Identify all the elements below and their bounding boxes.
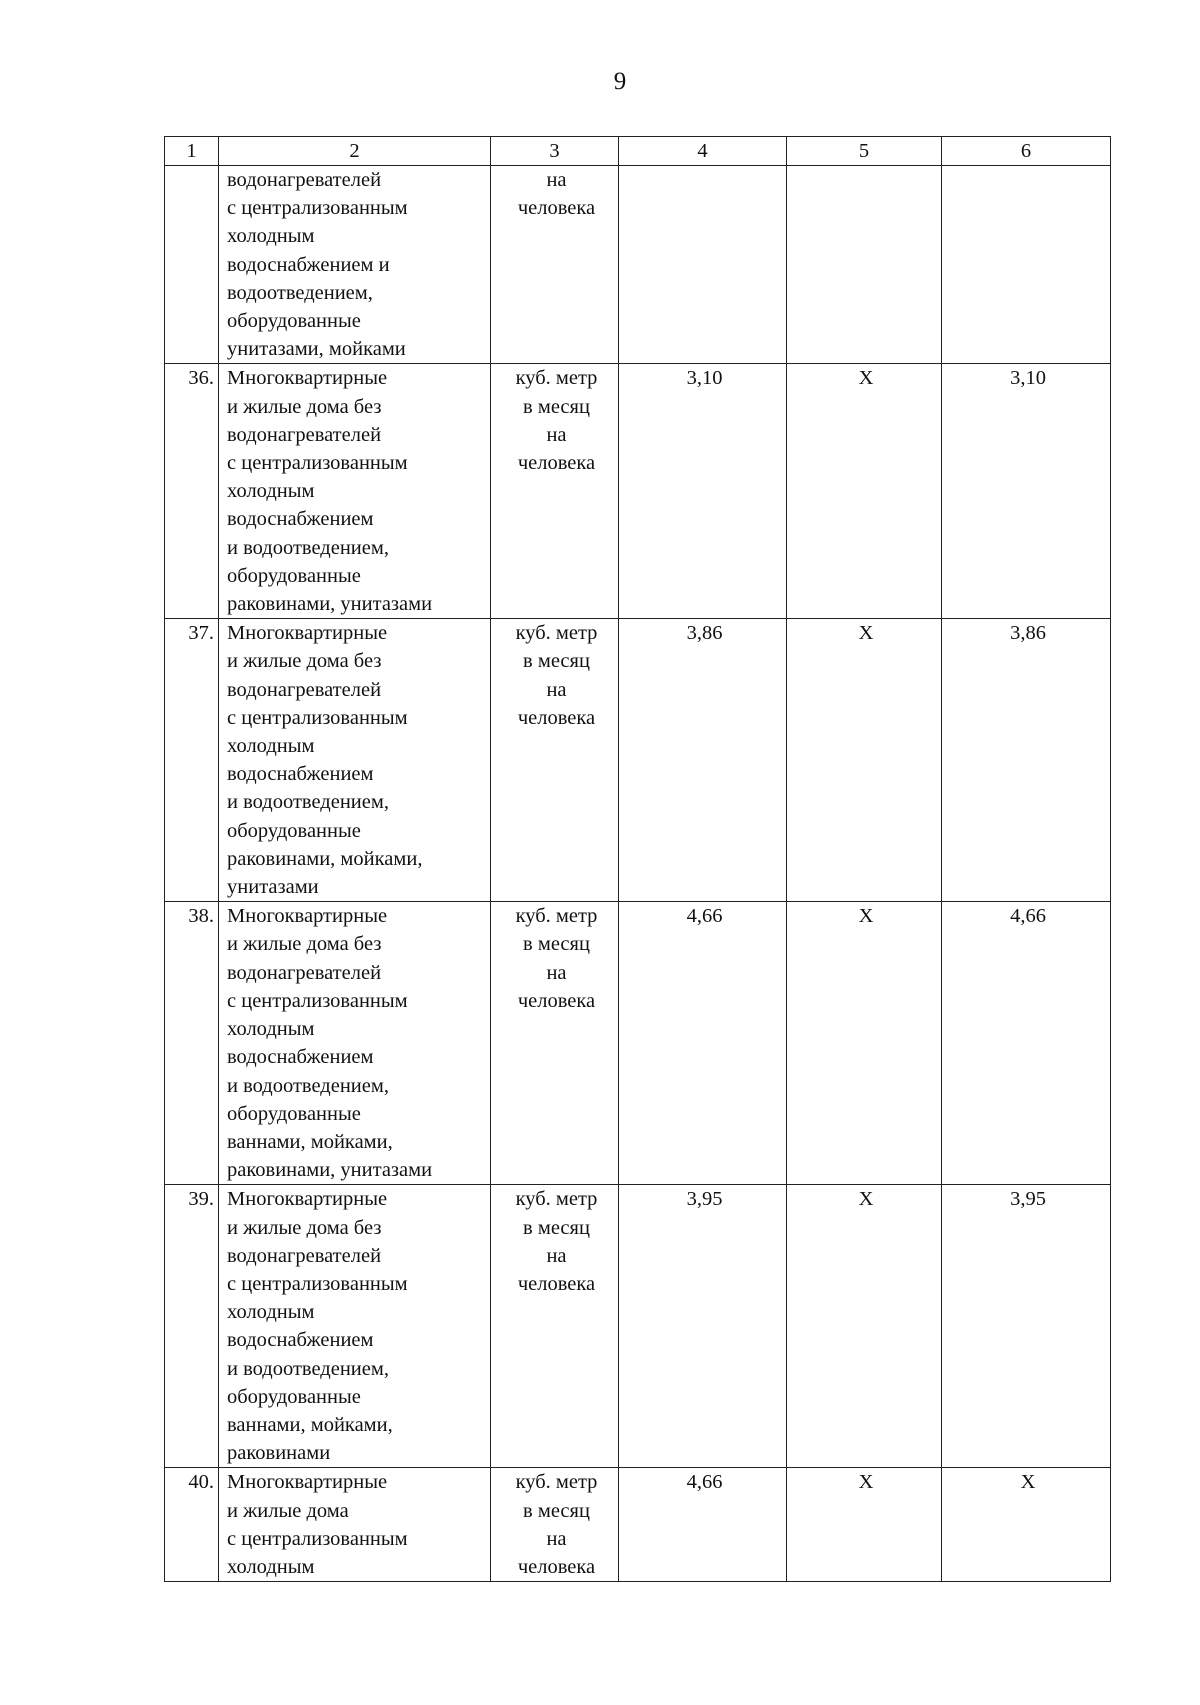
description-line: водонагревателей (227, 678, 382, 701)
column-5-value-cell: Х (787, 619, 942, 902)
description-line: ваннами, мойками, (227, 1130, 393, 1153)
description-line: Многоквартирные (227, 367, 388, 390)
description-line: Многоквартирные (227, 1188, 388, 1211)
column-number-5: 5 (787, 137, 942, 166)
description-line: и водоотведением, (227, 1357, 389, 1380)
column-6-value-cell: 4,66 (942, 902, 1111, 1185)
description-line: и водоотведением, (227, 536, 389, 559)
description-line: водоснабжением (227, 1046, 374, 1069)
description-line: холодным (227, 1018, 315, 1041)
dwelling-description-cell (219, 1185, 491, 1468)
dwelling-description-cell (219, 902, 491, 1185)
description-line: Многоквартирные (227, 1471, 388, 1494)
description-line: с централизованным (227, 197, 408, 220)
unit-cell (491, 902, 619, 1185)
table-row (165, 1468, 1111, 1582)
row-number-cell: 38. (165, 902, 219, 1185)
description-line: водоотведением, (227, 281, 373, 304)
description-line: оборудованные (227, 1385, 361, 1408)
unit-line: куб. метр (515, 622, 598, 645)
row-number-cell: 39. (165, 1185, 219, 1468)
description-line: и водоотведением, (227, 1074, 389, 1097)
unit-line: в месяц (523, 650, 590, 673)
description-line: холодным (227, 1301, 315, 1324)
description-line: и жилые дома без (227, 395, 382, 418)
description-line: Многоквартирные (227, 905, 388, 928)
description-line: оборудованные (227, 564, 361, 587)
description-line: и водоотведением, (227, 791, 389, 814)
column-5-value-cell: Х (787, 1185, 942, 1468)
unit-line: на (546, 169, 567, 191)
description-line: оборудованные (227, 310, 361, 333)
unit-cell (491, 619, 619, 902)
description-line: с централизованным (227, 1272, 408, 1295)
norm-value-cell: 4,66 (619, 902, 787, 1185)
table-row (165, 1185, 1111, 1468)
description-line: холодным (227, 480, 315, 503)
unit-line: на (546, 678, 567, 701)
row-number-cell: 40. (165, 1468, 219, 1582)
unit-line: на (546, 1244, 567, 1267)
description-line: и жилые дома (227, 1499, 349, 1522)
norms-table (164, 136, 1111, 1582)
unit-cell (491, 166, 619, 364)
unit-cell (491, 1468, 619, 1582)
unit-line: на (546, 423, 567, 446)
description-line: водоснабжением (227, 763, 374, 786)
description-line: раковинами, унитазами (227, 1159, 433, 1182)
unit-cell (491, 1185, 619, 1468)
dwelling-description-cell (219, 1468, 491, 1582)
column-number-2: 2 (219, 137, 491, 166)
unit-line: в месяц (523, 1216, 590, 1239)
table-row (165, 364, 1111, 619)
unit-line: куб. метр (515, 1471, 598, 1494)
column-5-value-cell: Х (787, 902, 942, 1185)
description-line: водоснабжением и (227, 253, 390, 276)
table-row (165, 166, 1111, 364)
unit-line: куб. метр (515, 1188, 598, 1211)
column-5-value-cell: Х (787, 364, 942, 619)
column-number-row (165, 137, 1111, 166)
description-line: с централизованным (227, 989, 408, 1012)
unit-line: человека (517, 197, 596, 220)
description-line: с централизованным (227, 452, 408, 475)
unit-line: человека (517, 1555, 596, 1578)
page-number: 9 (613, 68, 627, 95)
description-line: водоснабжением (227, 508, 374, 531)
dwelling-description-cell (219, 166, 491, 364)
description-line: холодным (227, 735, 315, 758)
description-line: унитазами, мойками (227, 338, 406, 361)
description-line: раковинами, унитазами (227, 593, 433, 616)
column-6-value-cell: Х (942, 1468, 1111, 1582)
row-number-cell: 37. (165, 619, 219, 902)
description-line: водонагревателей (227, 423, 382, 446)
unit-line: человека (517, 452, 596, 475)
unit-line: на (546, 1527, 567, 1550)
description-line: водоснабжением (227, 1329, 374, 1352)
column-number-1: 1 (165, 137, 219, 166)
unit-line: куб. метр (515, 905, 598, 928)
row-number-cell (165, 166, 219, 364)
table-row (165, 902, 1111, 1185)
norm-value-cell: 3,86 (619, 619, 787, 902)
norm-value-cell (619, 166, 787, 364)
description-line: и жилые дома без (227, 933, 382, 956)
description-line: и жилые дома без (227, 650, 382, 673)
description-line: водонагревателей (227, 1244, 382, 1267)
unit-line: на (546, 961, 567, 984)
description-line: оборудованные (227, 819, 361, 842)
unit-line: куб. метр (515, 367, 598, 390)
column-6-value-cell (942, 166, 1111, 364)
description-line: унитазами (227, 876, 319, 899)
description-line: холодным (227, 225, 315, 248)
description-line: холодным (227, 1555, 315, 1578)
column-number-3: 3 (491, 137, 619, 166)
description-line: оборудованные (227, 1102, 361, 1125)
description-line: и жилые дома без (227, 1216, 382, 1239)
unit-line: человека (517, 989, 596, 1012)
column-number-6: 6 (942, 137, 1111, 166)
unit-line: в месяц (523, 1499, 590, 1522)
description-line: раковинами, мойками, (227, 847, 423, 870)
description-line: с централизованным (227, 706, 408, 729)
norm-value-cell: 3,10 (619, 364, 787, 619)
column-6-value-cell: 3,10 (942, 364, 1111, 619)
description-line: Многоквартирные (227, 622, 388, 645)
column-number-4: 4 (619, 137, 787, 166)
unit-line: человека (517, 1272, 596, 1295)
column-6-value-cell: 3,95 (942, 1185, 1111, 1468)
norm-value-cell: 4,66 (619, 1468, 787, 1582)
description-line: с централизованным (227, 1527, 408, 1550)
description-line: раковинами (227, 1442, 331, 1465)
row-number-cell: 36. (165, 364, 219, 619)
description-line: ваннами, мойками, (227, 1413, 393, 1436)
dwelling-description-cell (219, 619, 491, 902)
unit-line: в месяц (523, 933, 590, 956)
unit-line: человека (517, 706, 596, 729)
description-line: водонагревателей (227, 169, 382, 191)
dwelling-description-cell (219, 364, 491, 619)
description-line: водонагревателей (227, 961, 382, 984)
column-5-value-cell (787, 166, 942, 364)
table-row (165, 619, 1111, 902)
unit-line: в месяц (523, 395, 590, 418)
column-5-value-cell: Х (787, 1468, 942, 1582)
column-6-value-cell: 3,86 (942, 619, 1111, 902)
unit-cell (491, 364, 619, 619)
norm-value-cell: 3,95 (619, 1185, 787, 1468)
